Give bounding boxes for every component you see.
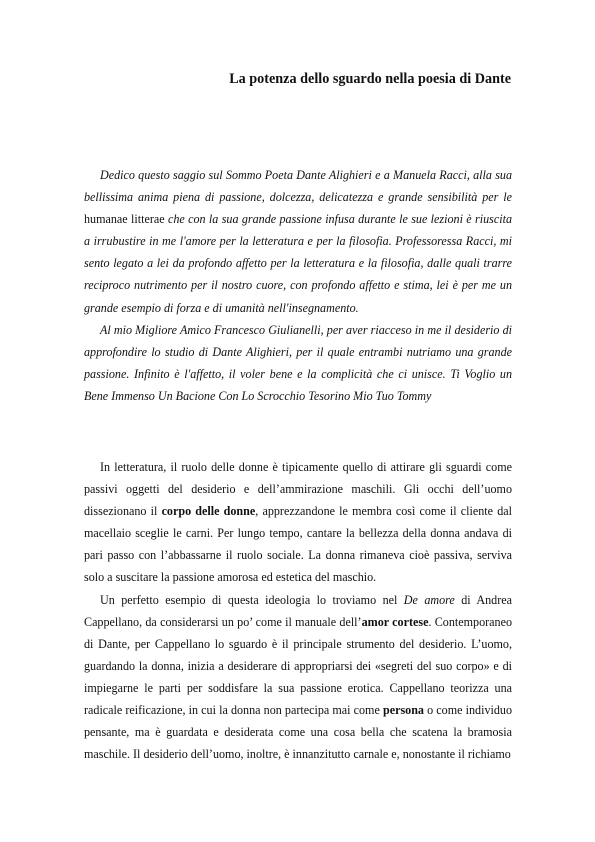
text-run: In letteratura, il ruolo delle donne è tipicamente quello di attirare gli sguardi come passivi oggetti del desiderio e dell’ammirazione maschili. Gli occhi dell’uomo dissezionano il <box>84 460 512 519</box>
text-run: che con la sua grande passione infusa durante le sue lezioni è riuscita a irrubustire in me l'amore per la letteratura e per la filosofia. Professoressa Racci, mi sento legato a lei da profondo affetto per la letteratura e la filosofia, dalle quali trarre reciproco nutrimento per il nostro cuore, con profondo affetto e stima, lei è per me un grande esempio di forza e di umanità nell'insegnamento. <box>84 212 512 315</box>
text-run-bold: amor cortese <box>361 614 429 629</box>
text-run-roman: humanae litterae <box>84 212 165 227</box>
text-run-bold: persona <box>382 703 424 718</box>
body-section <box>84 456 512 765</box>
text-run: . Contemporaneo di Dante, per Cappellano lo sguardo è il principale strumento del desiderio. L’uomo, guardando la donna, inizia a desiderare di appropriarsi dei «segreti del suo corpo» e di impiegarne le parti per soddisfare la sua passione erotica. Cappellano teorizza una radicale reificazione, in cui la donna non partecipa mai come <box>84 614 512 718</box>
dedication-paragraph-2 <box>84 319 512 407</box>
document-title: La potenza dello sguardo nella poesia di Dante <box>229 71 511 87</box>
text-run: Un perfetto esempio di questa ideologia lo troviamo nel <box>100 592 404 607</box>
text-run: di Andrea Cappellano, da considerarsi un po’ come il manuale dell’ <box>84 592 512 629</box>
text-run: Al mio Migliore Amico Francesco Giulianelli, per aver riacceso in me il desiderio di approfondire lo studio di Dante Alighieri, per il quale entrambi nutriamo una grande passione. Infinito è l'affetto, il voler bene e la complicità che ci unisce. Ti Voglio un Bene Immenso Un Bacione Con Lo Scrocchio Tesorino Mio Tuo Tommy <box>84 322 512 403</box>
text-run-italic: De amore <box>403 592 455 607</box>
text-run: o come individuo pensante, ma è guardata e desiderata come una cosa bella che scatena la bramosia maschile. Il desiderio dell’uomo, inoltre, è innanzitutto carnale e, nonostante il richiamo <box>84 703 512 762</box>
dedication-section <box>84 164 512 407</box>
dedication-paragraph-1 <box>84 164 512 319</box>
text-run-bold: corpo delle donne <box>161 504 256 519</box>
body-paragraph-2 <box>84 589 512 766</box>
text-run: , apprezzandone le membra così come il cliente dal macellaio sceglie le carni. Per lungo tempo, cantare la bellezza della donna andava di pari passo con l’abbassarne il ruolo sociale. La donna rimaneva cioè passiva, serviva solo a suscitare la passione amorosa ed estetica del maschio. <box>84 504 512 585</box>
text-run: Dedico questo saggio sul Sommo Poeta Dante Alighieri e a Manuela Racci, alla sua bellissima anima piena di passione, dolcezza, delicatezza e grande sensibilità per le <box>84 168 512 205</box>
body-paragraph-1 <box>84 456 512 589</box>
